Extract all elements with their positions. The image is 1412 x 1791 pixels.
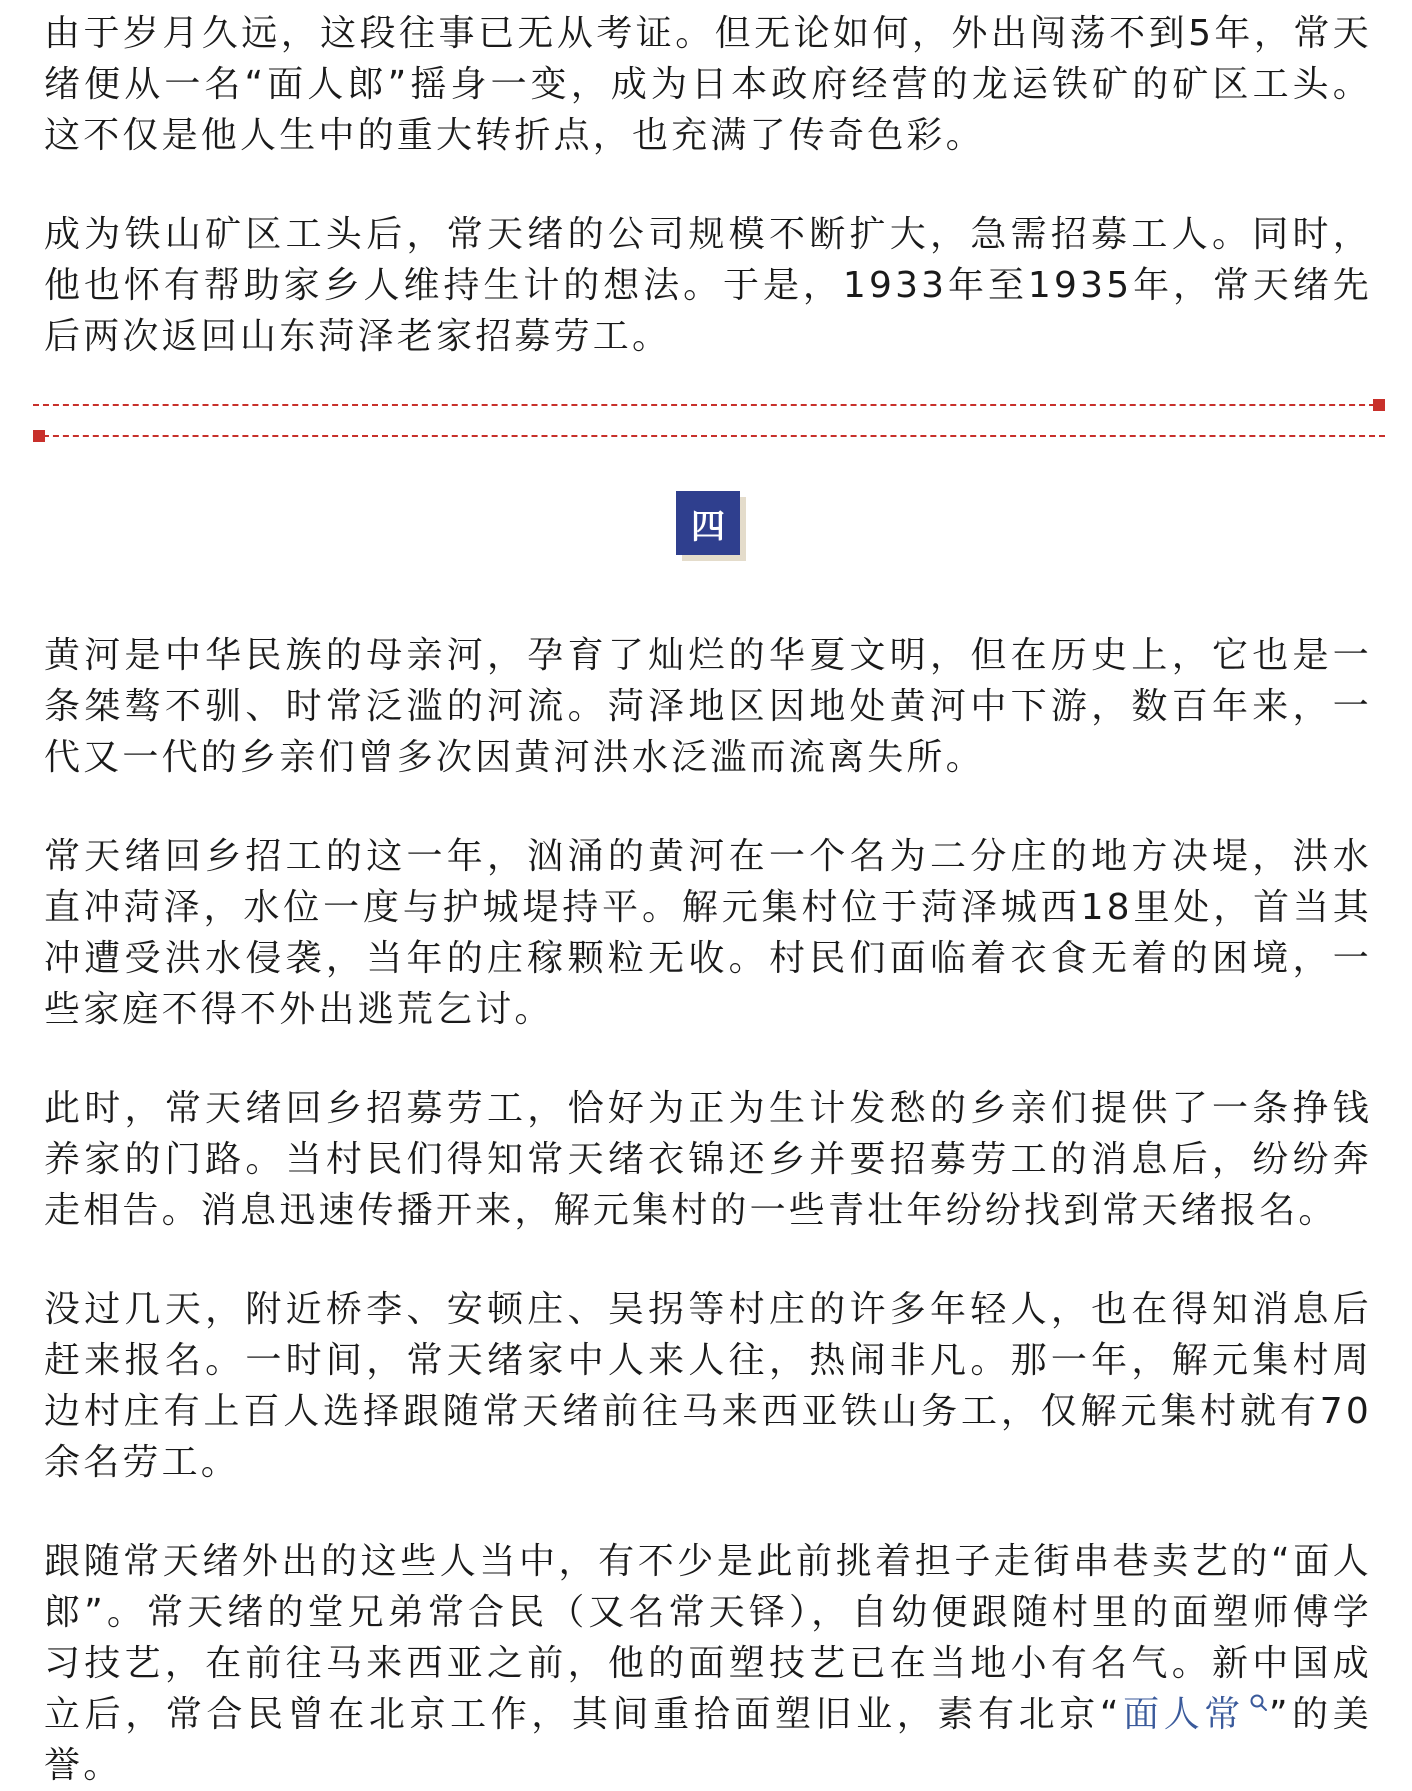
article-section-1 [44, 8, 1372, 362]
paragraph-text: 跟随常天绪外出的这些人当中，有不少是此前挑着担子走街串巷卖艺的“面人郎”。常天绪的堂兄弟常合民（又名常天铎），自幼便跟随村里的面塑师傅学习技艺，在前往马来西亚之前，他的面塑技艺已在当地小有名气。新中国成立后，常合民曾在北京工作，其间重拾面塑旧业，素有北京“ [44, 1541, 1372, 1735]
dashed-line [33, 435, 1385, 437]
paragraph: 没过几天，附近桥李、安顿庄、吴拐等村庄的许多年轻人，也在得知消息后赶来报名。一时间，常天绪家中人来人往，热闹非凡。那一年，解元集村周边村庄有上百人选择跟随常天绪前往马来西亚铁山务工，仅解元集村就有70余名劳工。 [44, 1289, 1372, 1483]
section-number-badge: 四 [676, 491, 740, 555]
divider-end-square [33, 430, 45, 442]
link-text: 面人常 [1121, 1694, 1245, 1735]
paragraph: 黄河是中华民族的母亲河，孕育了灿烂的华夏文明，但在历史上，它也是一条桀骜不驯、时常泛滥的河流。菏泽地区因地处黄河中下游，数百年来，一代又一代的乡亲们曾多次因黄河洪水泛滥而流离失所。 [44, 635, 1372, 778]
paragraph: 常天绪回乡招工的这一年，汹涌的黄河在一个名为二分庄的地方决堤，洪水直冲菏泽，水位一度与护城堤持平。解元集村位于菏泽城西18里处，首当其冲遭受洪水侵袭，当年的庄稼颗粒无收。村民们面临着衣食无着的困境，一些家庭不得不外出逃荒乞讨。 [44, 836, 1372, 1030]
search-icon [1249, 1693, 1269, 1713]
search-link-mianrenchang[interactable] [1122, 1694, 1269, 1735]
paragraph-with-link [44, 1536, 1372, 1791]
paragraph-text: ”的美誉。 [44, 1694, 1372, 1786]
paragraph: 成为铁山矿区工头后，常天绪的公司规模不断扩大，急需招募工人。同时，他也怀有帮助家乡人维持生计的想法。于是，1933年至1935年，常天绪先后两次返回山东菏泽老家招募劳工。 [44, 214, 1372, 357]
divider-end-square [1373, 399, 1385, 411]
dashed-line [33, 404, 1385, 406]
section-divider-top [33, 398, 1385, 412]
section-divider-bottom [33, 429, 1385, 443]
article-section-2 [44, 630, 1372, 1791]
paragraph: 由于岁月久远，这段往事已无从考证。但无论如何，外出闯荡不到5年，常天绪便从一名“面人郎”摇身一变，成为日本政府经营的龙运铁矿的矿区工头。这不仅是他人生中的重大转折点，也充满了传奇色彩。 [44, 13, 1372, 156]
paragraph: 此时，常天绪回乡招募劳工，恰好为正为生计发愁的乡亲们提供了一条挣钱养家的门路。当村民们得知常天绪衣锦还乡并要招募劳工的消息后，纷纷奔走相告。消息迅速传播开来，解元集村的一些青壮年纷纷找到常天绪报名。 [44, 1088, 1372, 1231]
